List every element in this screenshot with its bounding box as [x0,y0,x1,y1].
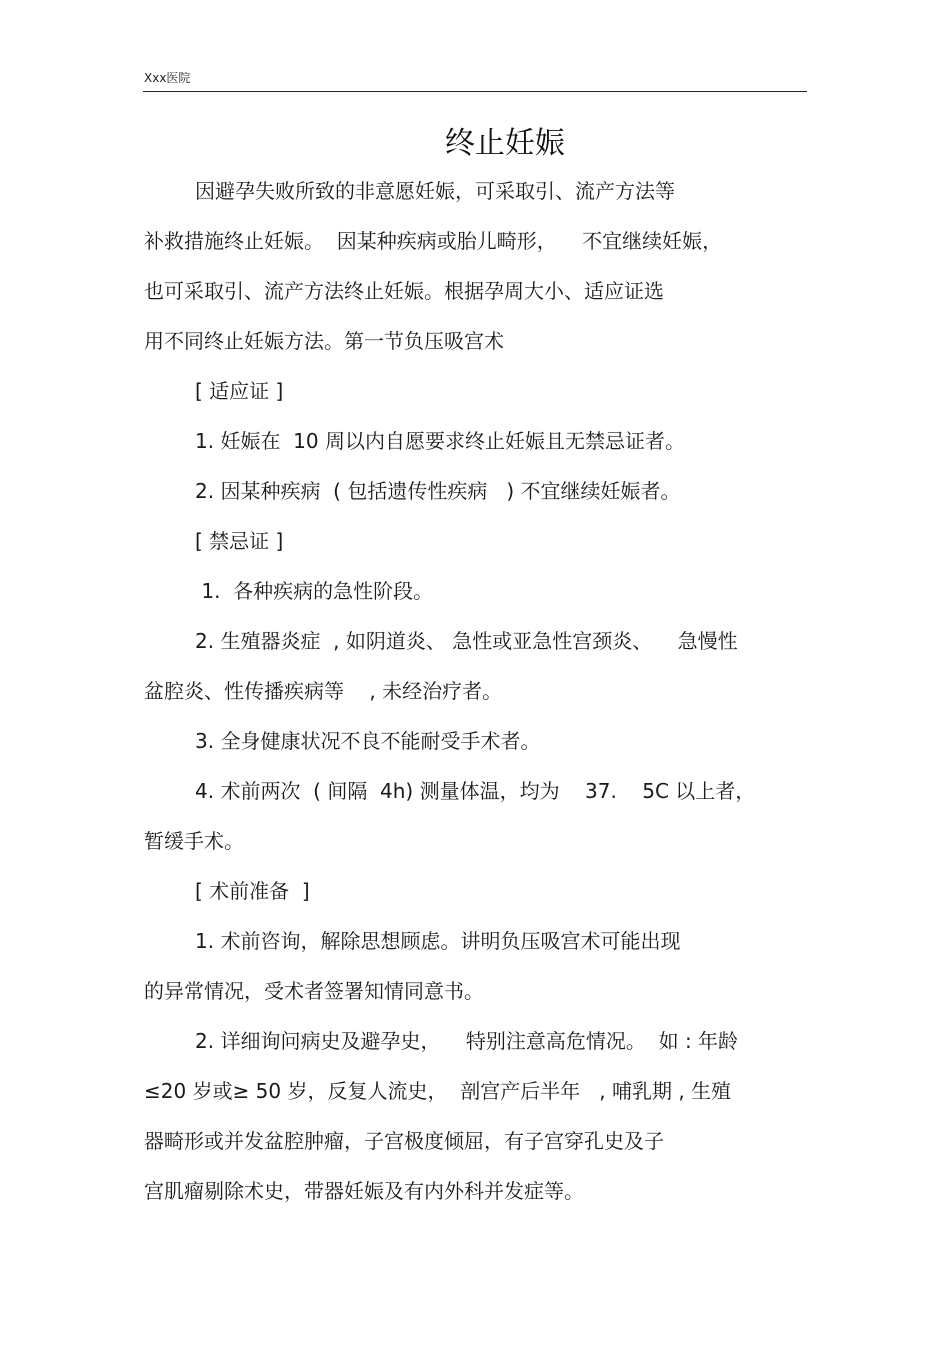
body-line: 1. 妊娠在 10 周以内自愿要求终止妊娠且无禁忌证者。 [195,429,685,453]
section-heading: [ 术前准备 ] [195,879,310,903]
body-line: 2. 因某种疾病 ( 包括遗传性疾病 ) 不宜继续妊娠者。 [195,479,681,503]
body-line: 1. 各种疾病的急性阶段。 [195,579,434,603]
body-line: 2. 详细询问病史及避孕史， 特别注意高危情况。 如 : 年龄 [195,1029,739,1053]
body-line: 因避孕失败所致的非意愿妊娠，可采取引、流产方法等 [195,179,675,203]
header-divider [143,91,807,92]
body-line: 用不同终止妊娠方法。第一节负压吸宫术 [144,329,504,353]
header-hospital-name: Xxx医院 [144,71,191,85]
body-line: ≤20 岁或≥ 50 岁，反复人流史， 剖宫产后半年 , 哺乳期 , 生殖 [144,1079,732,1103]
body-line: 器畸形或并发盆腔肿瘤，子宫极度倾屈，有子宫穿孔史及子 [144,1129,664,1153]
body-line: 也可采取引、流产方法终止妊娠。根据孕周大小、适应证选 [144,279,664,303]
document-title: 终止妊娠 [445,126,565,161]
section-heading: [ 禁忌证 ] [195,529,284,553]
body-line: 盆腔炎、性传播疾病等 , 未经治疗者。 [144,679,503,703]
body-line: 暂缓手术。 [144,829,244,853]
body-line: 1. 术前咨询，解除思想顾虑。讲明负压吸宫术可能出现 [195,929,681,953]
section-heading: [ 适应证 ] [195,379,284,403]
body-line: 2. 生殖器炎症 , 如阴道炎、 急性或亚急性宫颈炎、 急慢性 [195,629,738,653]
body-line: 宫肌瘤剔除术史，带器妊娠及有内外科并发症等。 [144,1179,584,1203]
body-line: 的异常情况，受术者签署知情同意书。 [144,979,484,1003]
body-line: 补救措施终止妊娠。 因某种疾病或胎儿畸形， 不宜继续妊娠， [144,229,723,253]
body-line: 3. 全身健康状况不良不能耐受手术者。 [195,729,541,753]
body-line: 4. 术前两次 ( 间隔 4h) 测量体温，均为 37. 5C 以上者， [195,779,756,803]
